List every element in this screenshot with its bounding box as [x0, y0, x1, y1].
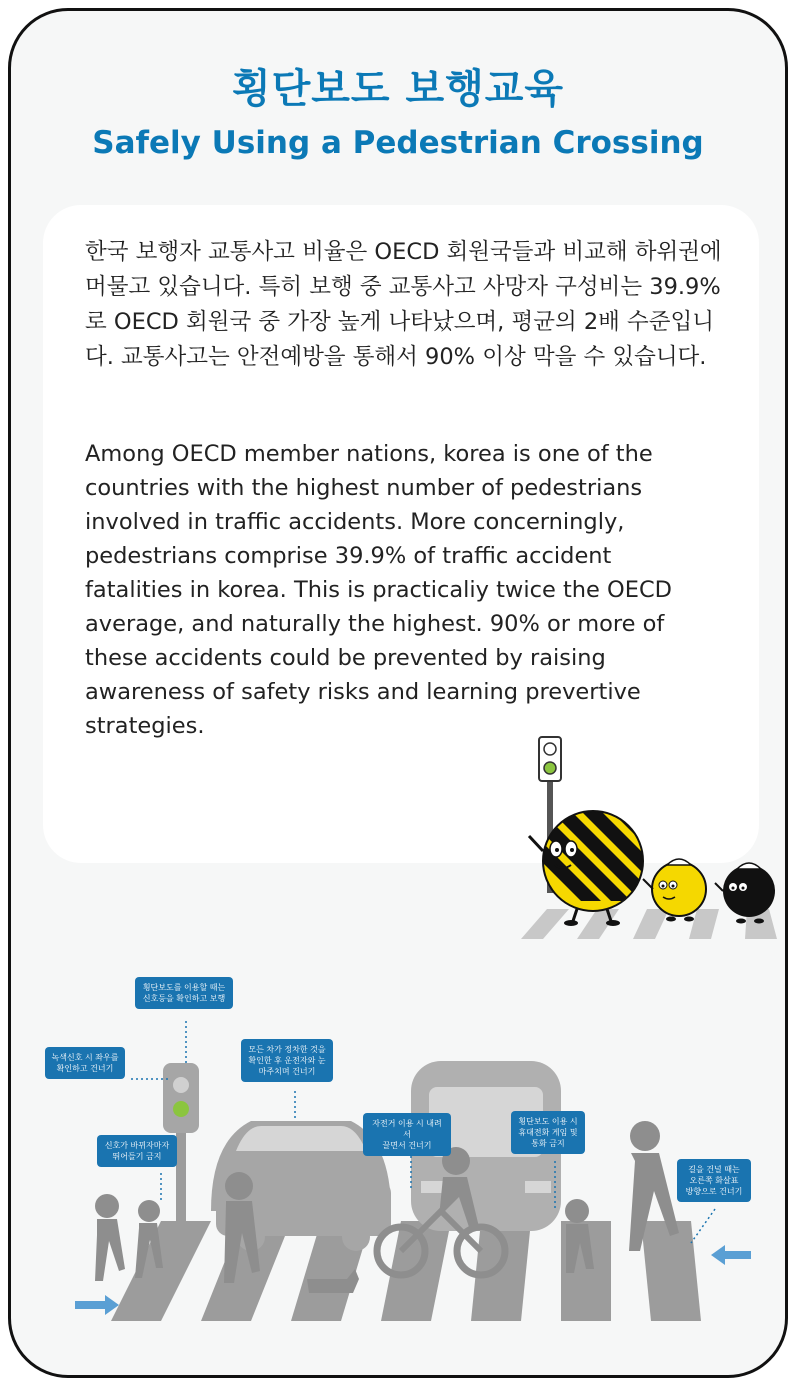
callout-look-both-ways: 녹색신호 시 좌우를 확인하고 건너기: [45, 1047, 125, 1079]
korean-paragraph: 한국 보행자 교통사고 비율은 OECD 회원국들과 비교해 하위권에 머물고 있습니다. 특히 보행 중 교통사고 사망자 구성비는 39.9%로 OECD 회원국 중 가장 높게 나타났으며, 평균의 2배 수준입니다. 교통사고는 안전예방을 통해서 90% 이상 막을 수 있습니다.: [85, 239, 722, 370]
info-card: [8, 8, 788, 1378]
crossing-scene: [11, 961, 788, 1378]
callout-eye-contact: 모든 차가 정차한 것을 확인한 후 운전자와 눈 마주치며 건너기: [241, 1039, 333, 1082]
page-subtitle: Safely Using a Pedestrian Crossing: [92, 125, 704, 161]
callout-no-rushing: 신호가 바뀌자마자 뛰어들기 금지: [97, 1135, 177, 1167]
page-title: 횡단보도 보행교육: [231, 66, 565, 112]
callout-no-phone: 횡단보도 이용 시 휴대전화 게임 및 통화 금지: [511, 1111, 585, 1154]
mascot-illustration: [511, 731, 788, 941]
callout-keep-right: 길을 건널 때는 오른쪽 화살표 방향으로 건너기: [677, 1159, 751, 1202]
callout-walk-bicycle: 자전거 이용 시 내려서 끌면서 건너기: [363, 1113, 451, 1156]
callout-check-signal: 횡단보도를 이용할 때는 신호등을 확인하고 보행: [135, 977, 233, 1009]
english-paragraph: Among OECD member nations, korea is one of the countries with the highest number of pedestrians involved in traffic accidents. More concerningly, pedestrians comprise 39.9% of traffic accident fatalities in korea. This is practicaliy twice the OECD average, and naturally the highest. 90% or more of these accidents could be prevented by raising awareness of safety risks and learning prevertive strategies.: [85, 441, 672, 739]
child-walking-icon: [95, 1194, 125, 1281]
